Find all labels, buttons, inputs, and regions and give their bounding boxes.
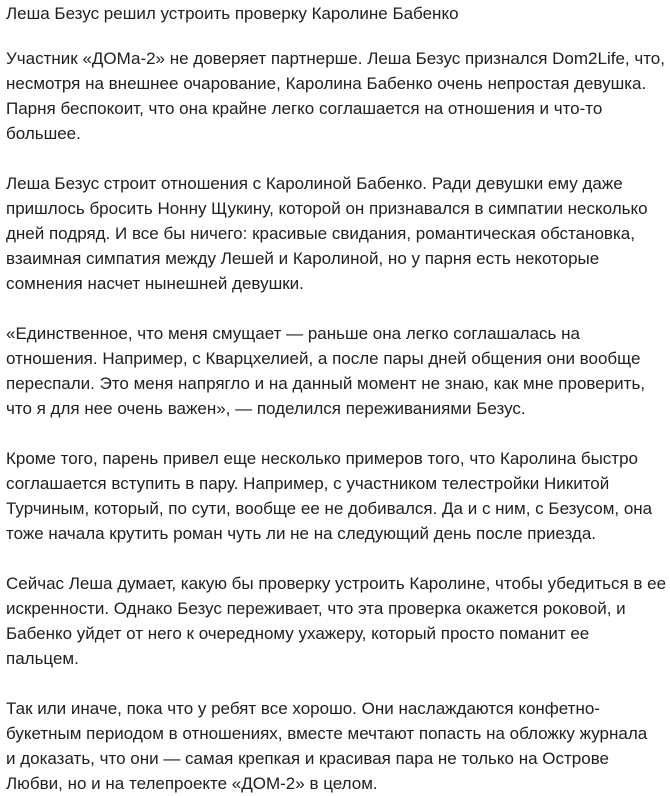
paragraph-line: Сейчас Леша думает, какую бы проверку устроить Каролине, чтобы убедиться в ее — [6, 574, 667, 593]
paragraph-line: отношения. Например, с Кварцхелией, а после пары дней общения они вообще — [6, 349, 641, 368]
paragraph-line: несмотря на внешнее очарование, Каролина Бабенко очень непростая девушка. — [6, 74, 647, 93]
paragraph-line: большее. — [6, 124, 81, 143]
paragraph-line: соглашается вступить в пару. Например, с участником телестройки Никитой — [6, 474, 610, 493]
article-paragraph-1 — [6, 46, 666, 146]
paragraph-line: «Единственное, что меня смущает — раньше она легко соглашалась на — [6, 324, 580, 343]
paragraph-line: сомнения насчет нынешней девушки. — [6, 274, 304, 293]
article — [6, 0, 666, 796]
paragraph-line: дней подряд. И все бы ничего: красивые свидания, романтическая обстановка, — [6, 224, 635, 243]
paragraph-line: переспали. Это меня напрягло и на данный момент не знаю, как мне проверить, — [6, 374, 646, 393]
paragraph-spacing — [6, 146, 666, 171]
paragraph-line: Бабенко уйдет от него к очередному ухажеру, который просто поманит ее — [6, 624, 590, 643]
article-title: Леша Безус решил устроить проверку Каролине Бабенко — [6, 4, 459, 23]
paragraph-line: искренности. Однако Безус переживает, что эта проверка окажется роковой, и — [6, 599, 626, 618]
paragraph-line: Так или иначе, пока что у ребят все хорошо. Они наслаждаются конфетно- — [6, 699, 600, 718]
paragraph-line: Турчиным, который, по сути, вообще ее не добивался. Да и с ним, с Безусом, она — [6, 499, 653, 518]
paragraph-line: Кроме того, парень привел еще несколько примеров того, что Каролина быстро — [6, 449, 638, 468]
paragraph-line: Леша Безус строит отношения с Каролиной Бабенко. Ради девушки ему даже — [6, 174, 623, 193]
paragraph-line: Парня беспокоит, что она крайне легко соглашается на отношения и что-то — [6, 99, 603, 118]
paragraph-line: пальцем. — [6, 649, 79, 668]
article-paragraph-5 — [6, 571, 666, 671]
title-spacing — [6, 26, 666, 46]
article-paragraph-6 — [6, 696, 666, 796]
paragraph-line: тоже начала крутить роман чуть ли не на следующий день после приезда. — [6, 524, 597, 543]
paragraph-spacing — [6, 671, 666, 696]
paragraph-spacing — [6, 421, 666, 446]
paragraph-spacing — [6, 296, 666, 321]
article-paragraph-2 — [6, 171, 666, 296]
paragraph-line: взаимная симпатия между Лешей и Каролиной, но у парня есть некоторые — [6, 249, 600, 268]
paragraph-line: Участник «ДОМа-2» не доверяет партнерше. Леша Безус признался Dom2Life, что, — [6, 49, 665, 68]
article-quote-paragraph — [6, 321, 666, 421]
paragraph-line: что я для нее очень важен», — поделился переживаниями Безус. — [6, 399, 526, 418]
article-paragraph-4 — [6, 446, 666, 546]
paragraph-spacing — [6, 546, 666, 571]
paragraph-line: Любви, но и на телепроекте «ДОМ-2» в целом. — [6, 774, 378, 793]
paragraph-line: и доказать, что они — самая крепкая и красивая пара не только на Острове — [6, 749, 610, 768]
paragraph-line: букетным периодом в отношениях, вместе мечтают попасть на обложку журнала — [6, 724, 648, 743]
paragraph-line: пришлось бросить Нонну Щукину, которой он признавался в симпатии несколько — [6, 199, 648, 218]
